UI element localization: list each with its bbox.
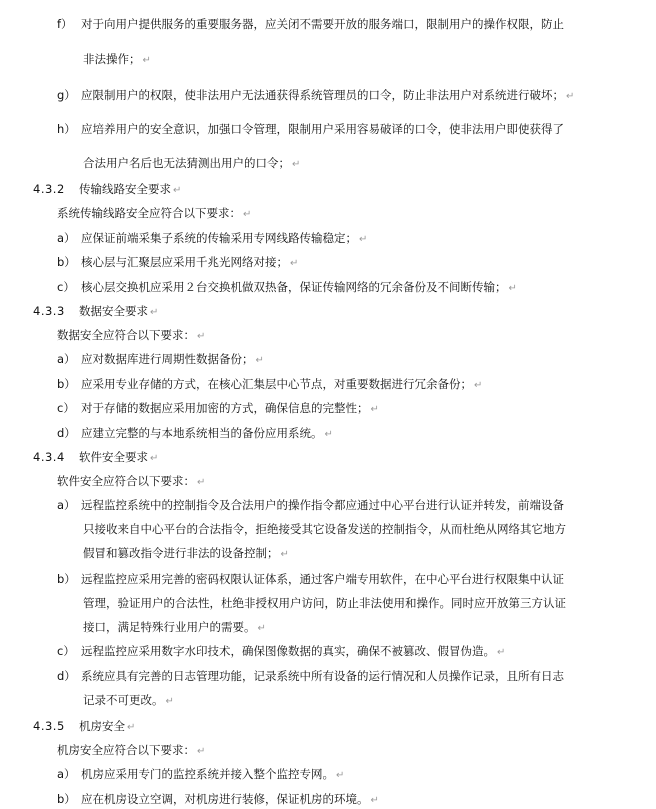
- item-text: 应保证前端采集子系统的传输采用专网线路传输稳定；: [81, 231, 357, 245]
- item-text: 机房应采用专门的监控系统并接入整个监控专网。: [81, 767, 334, 781]
- paragraph-mark-icon: ↵: [255, 355, 264, 366]
- paragraph-mark-icon: ↵: [197, 477, 206, 488]
- intro-line: [57, 473, 205, 489]
- list-item: [57, 497, 564, 513]
- paragraph-mark-icon: ↵: [197, 331, 206, 342]
- list-marker: b）: [57, 377, 76, 391]
- item-text: 远程监控应采用数字水印技术，确保图像数据的真实，确保不被篡改、假冒伪造。: [81, 644, 495, 658]
- item-text: 远程监控系统中的控制指令及合法用户的操作指令都应通过中心平台进行认证并转发，前端设备: [81, 498, 564, 512]
- list-marker: b）: [57, 255, 76, 269]
- paragraph-mark-icon: ↵: [359, 234, 368, 245]
- list-item: [57, 121, 564, 137]
- paragraph-mark-icon: ↵: [165, 696, 174, 707]
- list-marker: a）: [57, 498, 76, 512]
- item-text: 应对数据库进行周期性数据备份；: [81, 352, 254, 366]
- item-text: 核心层交换机应采用２台交换机做双热备，保证传输网络的冗余备份及不间断传输；: [81, 280, 507, 294]
- intro-text: 软件安全应符合以下要求：: [57, 474, 195, 488]
- continuation-line: [83, 51, 151, 67]
- paragraph-mark-icon: ↵: [243, 209, 252, 220]
- list-item: [57, 376, 482, 392]
- paragraph-mark-icon: ↵: [566, 91, 575, 102]
- intro-line: [57, 742, 205, 758]
- section-number: 4.3.4: [33, 450, 65, 464]
- section-heading: [33, 303, 158, 319]
- item-text: 假冒和篡改指令进行非法的设备控制；: [83, 546, 279, 560]
- item-text: 合法用户名后也无法猜测出用户的口令；: [83, 156, 290, 170]
- intro-text: 数据安全应符合以下要求：: [57, 328, 195, 342]
- section-heading: [33, 449, 158, 465]
- list-marker: h）: [57, 122, 76, 136]
- item-text: 非法操作；: [83, 52, 141, 66]
- list-item: [57, 279, 517, 295]
- item-text: 远程监控应采用完善的密码权限认证体系，通过客户端专用软件，在中心平台进行权限集中认证: [81, 572, 564, 586]
- item-text: 对于存储的数据应采用加密的方式，确保信息的完整性；: [81, 401, 369, 415]
- item-text: 核心层与汇聚层应采用千兆光网络对接；: [81, 255, 288, 269]
- intro-text: 机房安全应符合以下要求：: [57, 743, 195, 757]
- list-item: [57, 668, 564, 684]
- section-number: 4.3.2: [33, 182, 65, 196]
- paragraph-mark-icon: ↵: [324, 429, 333, 440]
- continuation-line: [83, 545, 289, 561]
- list-item: [57, 400, 379, 416]
- list-item: [57, 571, 564, 587]
- list-marker: c）: [57, 280, 75, 294]
- section-heading: [33, 718, 135, 734]
- intro-text: 系统传输线路安全应符合以下要求：: [57, 206, 241, 220]
- section-heading: [33, 181, 181, 197]
- item-text: 应限制用户的权限，使非法用户无法通获得系统管理员的口令，防止非法用户对系统进行破坏；: [81, 88, 564, 102]
- paragraph-mark-icon: ↵: [150, 453, 159, 464]
- list-item: [57, 425, 333, 441]
- list-marker: c）: [57, 644, 75, 658]
- list-marker: d）: [57, 669, 76, 683]
- paragraph-mark-icon: ↵: [474, 380, 483, 391]
- list-marker: c）: [57, 401, 75, 415]
- list-item: [57, 254, 298, 270]
- list-item: [57, 791, 379, 807]
- continuation-line: [83, 619, 266, 635]
- item-text: 只接收来自中心平台的合法指令，拒绝接受其它设备发送的控制指令，从而杜绝从网络其它地方: [83, 522, 566, 536]
- continuation-line: [83, 595, 566, 611]
- section-number: 4.3.5: [33, 719, 65, 733]
- section-number: 4.3.3: [33, 304, 65, 318]
- list-marker: g）: [57, 88, 76, 102]
- paragraph-mark-icon: ↵: [508, 283, 517, 294]
- item-text: 对于向用户提供服务的重要服务器，应关闭不需要开放的服务端口，限制用户的操作权限，防止: [81, 17, 564, 31]
- section-title: 传输线路安全要求: [79, 182, 171, 196]
- section-title: 软件安全要求: [79, 450, 148, 464]
- paragraph-mark-icon: ↵: [127, 722, 136, 733]
- paragraph-mark-icon: ↵: [497, 647, 506, 658]
- paragraph-mark-icon: ↵: [197, 746, 206, 757]
- item-text: 应采用专业存储的方式，在核心汇集层中心节点，对重要数据进行冗余备份；: [81, 377, 472, 391]
- list-marker: a）: [57, 352, 76, 366]
- list-marker: a）: [57, 767, 76, 781]
- list-marker: d）: [57, 426, 76, 440]
- item-text: 应培养用户的安全意识，加强口令管理，限制用户采用容易破译的口令，使非法用户即使获得了: [81, 122, 564, 136]
- paragraph-mark-icon: ↵: [292, 159, 301, 170]
- list-item: [57, 230, 367, 246]
- list-item: [57, 643, 505, 659]
- list-marker: b）: [57, 572, 76, 586]
- list-item: [57, 351, 264, 367]
- list-marker: f）: [57, 17, 73, 31]
- paragraph-mark-icon: ↵: [142, 55, 151, 66]
- list-marker: a）: [57, 231, 76, 245]
- item-text: 管理，验证用户的合法性，杜绝非授权用户访问，防止非法使用和操作。同时应开放第三方认证: [83, 596, 566, 610]
- continuation-line: [83, 692, 174, 708]
- list-item: [57, 16, 564, 32]
- paragraph-mark-icon: ↵: [370, 795, 379, 806]
- intro-line: [57, 327, 205, 343]
- continuation-line: [83, 521, 566, 537]
- item-text: 应在机房设立空调，对机房进行装修，保证机房的环境。: [81, 792, 369, 806]
- section-title: 机房安全: [79, 719, 125, 733]
- section-title: 数据安全要求: [79, 304, 148, 318]
- list-item: [57, 766, 344, 782]
- item-text: 记录不可更改。: [83, 693, 164, 707]
- continuation-line: [83, 155, 300, 171]
- paragraph-mark-icon: ↵: [150, 307, 159, 318]
- paragraph-mark-icon: ↵: [290, 258, 299, 269]
- paragraph-mark-icon: ↵: [257, 623, 266, 634]
- paragraph-mark-icon: ↵: [370, 404, 379, 415]
- paragraph-mark-icon: ↵: [280, 549, 289, 560]
- paragraph-mark-icon: ↵: [173, 185, 182, 196]
- item-text: 系统应具有完善的日志管理功能，记录系统中所有设备的运行情况和人员操作记录，且所有日志: [81, 669, 564, 683]
- intro-line: [57, 205, 251, 221]
- list-marker: b）: [57, 792, 76, 806]
- item-text: 应建立完整的与本地系统相当的备份应用系统。: [81, 426, 323, 440]
- paragraph-mark-icon: ↵: [336, 770, 345, 781]
- item-text: 接口，满足特殊行业用户的需要。: [83, 620, 256, 634]
- list-item: [57, 87, 574, 103]
